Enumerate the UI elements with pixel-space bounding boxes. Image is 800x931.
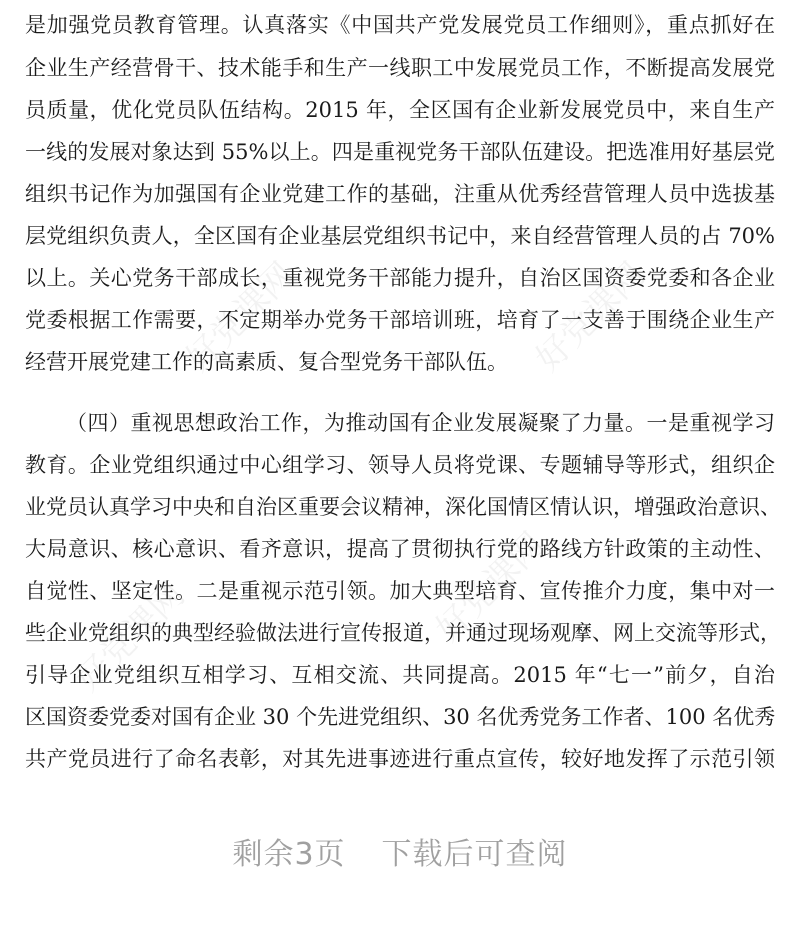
text-line: 自觉性、坚定性。二是重视示范引领。加大典型培育、宣传推介力度，集中对一 — [25, 579, 775, 603]
watermark: 好党课网 — [428, 524, 553, 650]
text-line: 业党员认真学习中央和自治区重要会议精神，深化国情区情认识，增强政治意识、 — [25, 495, 781, 519]
text-line: 引导企业党组织互相学习、互相交流、共同提高。2015 年“七一”前夕，自治 — [25, 663, 775, 687]
remaining-pages-label: 剩余3页 — [232, 837, 346, 872]
text-line: 是加强党员教育管理。认真落实《中国共产党发展党员工作细则》，重点抓好在 — [25, 13, 775, 37]
text-line: 层党组织负责人，全区国有企业基层党组织书记中，来自经营管理人员的占 70% — [25, 224, 775, 248]
text-line: 组织书记作为加强国有企业党建工作的基础，注重从优秀经营管理人员中选拔基 — [25, 182, 775, 206]
text-line: 共产党员进行了命名表彰，对其先进事迹进行重点宣传，较好地发挥了示范引领 — [25, 747, 775, 771]
watermark: 好党课网 — [528, 254, 653, 380]
text-line: 员质量，优化党员队伍结构。2015 年，全区国有企业新发展党员中，来自生产 — [25, 98, 775, 122]
text-line: 教育。企业党组织通过中心组学习、领导人员将党课、专题辅导等形式，组织企 — [25, 453, 775, 477]
text-line: 一线的发展对象达到 55%以上。四是重视党务干部队伍建设。把选准用好基层党 — [25, 140, 775, 164]
text-line: 经营开展党建工作的高素质、复合型党务干部队伍。 — [25, 350, 508, 374]
text-line: 大局意识、核心意识、看齐意识，提高了贯彻执行党的路线方针政策的主动性、 — [25, 537, 775, 561]
text-line: 些企业党组织的典型经验做法进行宣传报道，并通过现场观摩、网上交流等形式， — [25, 621, 781, 645]
watermark: 好党课网 — [178, 254, 303, 380]
text-line: 党委根据工作需要，不定期举办党务干部培训班，培育了一支善于围绕企业生产 — [25, 308, 775, 332]
remaining-pages-notice[interactable] — [0, 830, 800, 880]
text-line: 区国资委党委对国有企业 30 个先进党组织、30 名优秀党务工作者、100 名优秀 — [25, 705, 776, 729]
watermark: 好党课网 — [68, 574, 193, 700]
text-line: 企业生产经营骨干、技术能手和生产一线职工中发展党员工作，不断提高发展党 — [25, 56, 775, 80]
download-hint-label: 下载后可查阅 — [381, 837, 568, 872]
text-line: 以上。关心党务干部成长，重视党务干部能力提升，自治区国资委党委和各企业 — [25, 266, 775, 290]
paragraph-heading-line: （四）重视思想政治工作，为推动国有企业发展凝聚了力量。一是重视学习 — [66, 411, 775, 435]
